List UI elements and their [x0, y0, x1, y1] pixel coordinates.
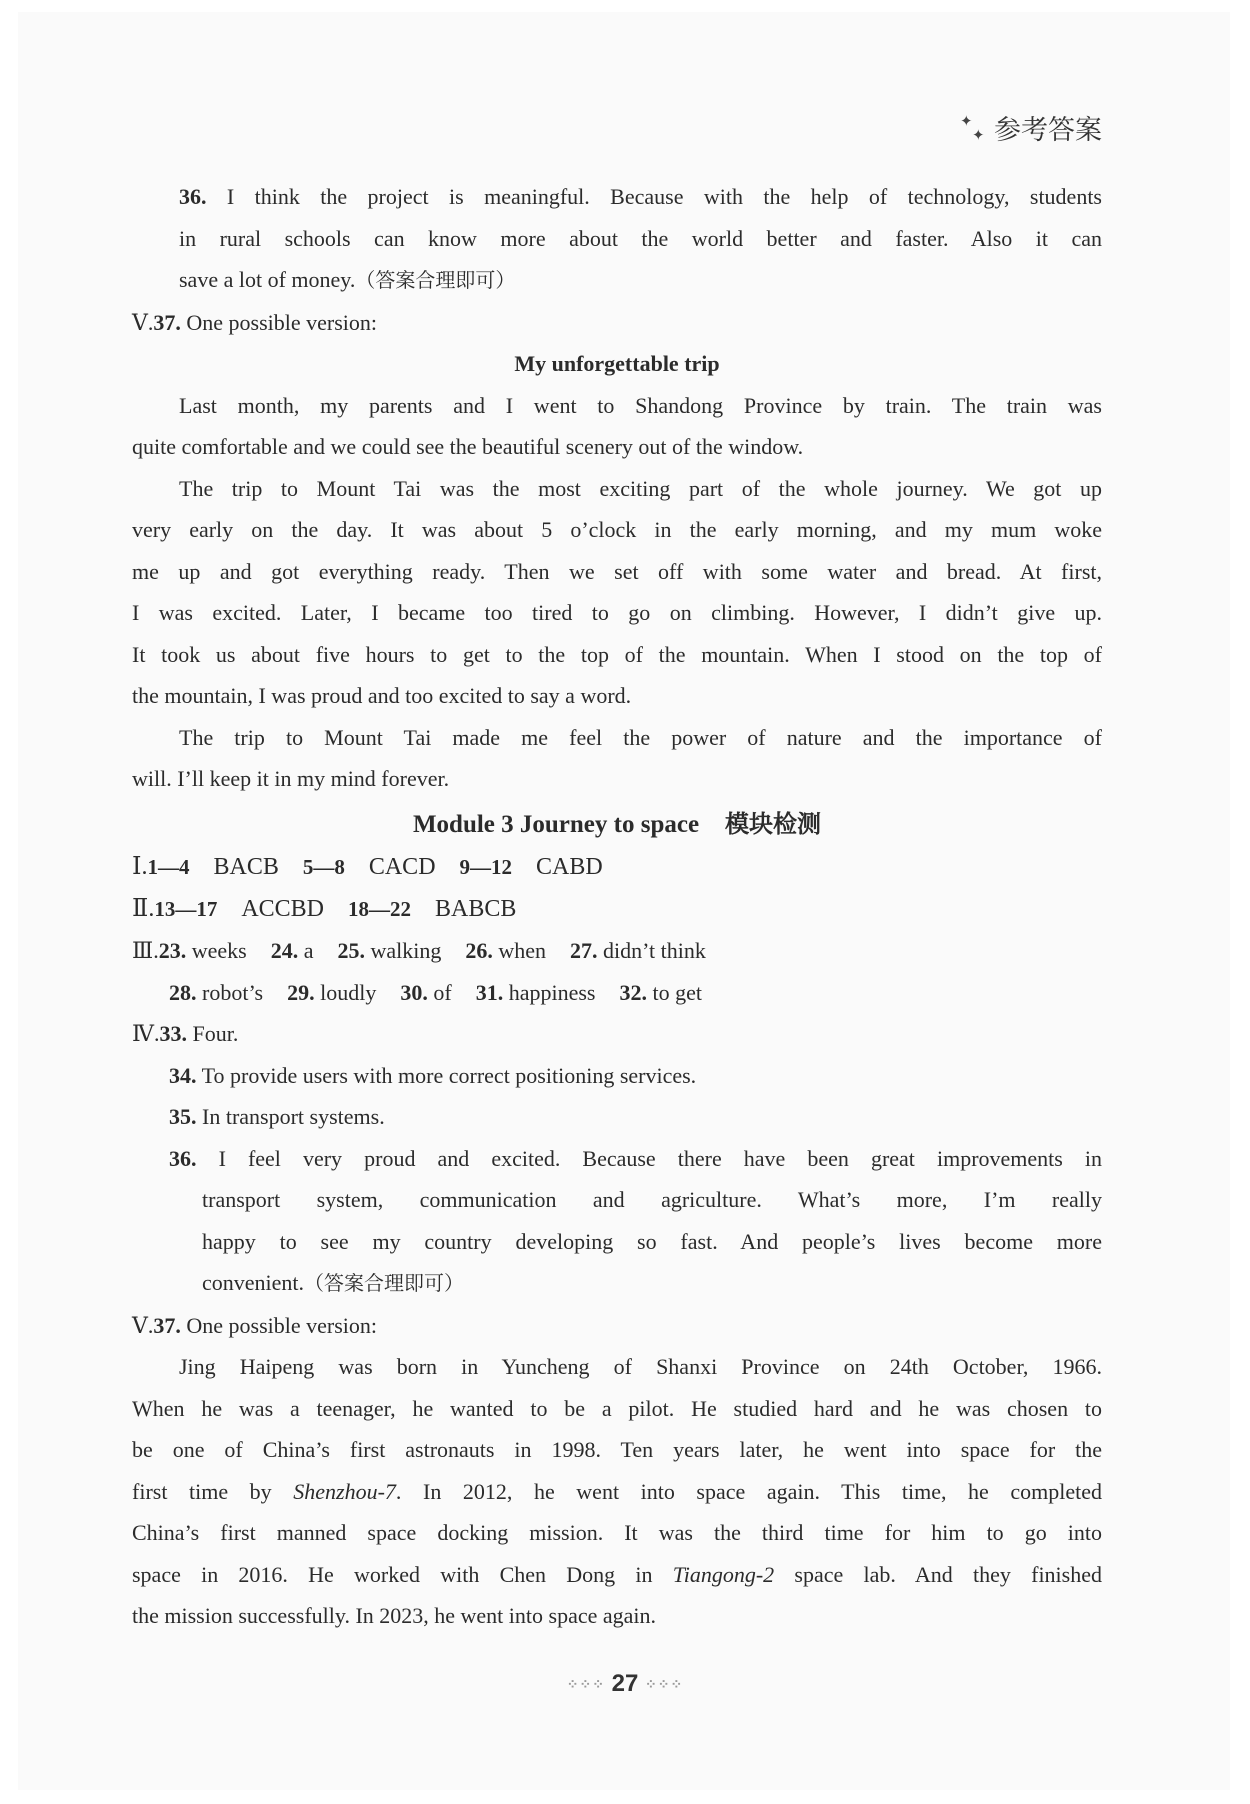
essay-p2-line2: very early on the day. It was about 5 o’clock in the early morning, and my mum woke — [132, 517, 1102, 542]
essay-p2-line4: I was excited. Later, I became too tired to go on climbing. However, I didn’t give up. — [132, 600, 1102, 625]
bio-line5: China’s first manned space docking mission. It was the third time for him to go into — [132, 1520, 1102, 1545]
essay-p3-line2: will. I’ll keep it in my mind forever. — [132, 766, 450, 791]
q36a-line3: save a lot of money.（答案合理即可） — [179, 267, 516, 292]
section-1-answers: Ⅰ.1—4 BACB 5—8 CACD 9—12 CABD — [132, 854, 603, 880]
bio-line7: the mission successfully. In 2023, he went into space again. — [132, 1603, 657, 1628]
essay-p2-line6: the mountain, I was proud and too excited to say a word. — [132, 683, 632, 708]
bio-line6: space in 2016. He worked with Chen Dong in Tiangong-2 space lab. And they finished — [132, 1561, 1102, 1587]
bio-line1: Jing Haipeng was born in Yuncheng of Shanxi Province on 24th October, 1966. — [179, 1354, 1102, 1379]
essay-p1-line1: Last month, my parents and I went to Shandong Province by train. The train was — [179, 392, 1102, 418]
bio-line4: first time by Shenzhou-7. In 2012, he went into space again. This time, he completed — [132, 1478, 1102, 1504]
section-3-row1: Ⅲ.23. weeks 24. a 25. walking 26. when 27. didn’t think — [132, 938, 706, 963]
page-footer — [0, 1670, 1250, 1698]
essay-p3-line1: The trip to Mount Tai made me feel the power of nature and the importance of — [179, 724, 1102, 750]
q36b-line4: convenient.（答案合理即可） — [202, 1270, 465, 1295]
header-title: 参考答案 — [994, 115, 1102, 146]
sparkle-icon: ✦ ✦ — [960, 111, 985, 144]
bio-line2: When he was a teenager, he wanted to be a pilot. He studied hard and he was chosen to — [132, 1395, 1102, 1421]
page-header — [960, 108, 1102, 147]
q34: 34. To provide users with more correct positioning services. — [169, 1062, 697, 1088]
essay-p2-line3: me up and got everything ready. Then we set off with some water and bread. At first, — [132, 558, 1102, 584]
q36b-line3: happy to see my country developing so fast. And people’s lives become more — [202, 1228, 1102, 1254]
bio-line3: be one of China’s first astronauts in 1998. Ten years later, he went into space for the — [132, 1437, 1102, 1462]
q36a-line1: 36. I think the project is meaningful. Because with the help of technology, students — [179, 184, 1102, 209]
essay-p1-line2: quite comfortable and we could see the beautiful scenery out of the window. — [132, 434, 804, 459]
dots-left-icon: ⁘⁘⁘ — [566, 1676, 605, 1693]
q36a-line2: in rural schools can know more about the world better and faster. Also it can — [179, 225, 1102, 251]
q35: 35. In transport systems. — [169, 1104, 385, 1129]
q36b-line2: transport system, communication and agriculture. What’s more, I’m really — [202, 1187, 1102, 1212]
essay-p2-line1: The trip to Mount Tai was the most exciting part of the whole journey. We got up — [179, 475, 1102, 501]
section-3-row2: 28. robot’s 29. loudly 30. of 31. happiness 32. to get — [169, 979, 702, 1005]
dots-right-icon: ⁘⁘⁘ — [645, 1676, 684, 1693]
q36b-line1: 36. I feel very proud and excited. Because there have been great improvements in — [169, 1145, 1103, 1171]
v37b-heading: Ⅴ.37. One possible version: — [132, 1312, 378, 1338]
section-2-answers: Ⅱ.13—17 ACCBD 18—22 BABCB — [132, 895, 517, 922]
v37a-heading: Ⅴ.37. One possible version: — [132, 309, 378, 335]
answer-content — [132, 176, 1102, 1637]
module-title: Module 3 Journey to space 模块检测 — [412, 809, 822, 838]
essay-p2-line5: It took us about five hours to get to the top of the mountain. When I stood on the top of — [132, 641, 1102, 667]
q33: Ⅳ.33. Four. — [132, 1021, 239, 1046]
page-number: 27 — [611, 1670, 639, 1697]
essay-title: My unforgettable trip — [514, 351, 720, 376]
